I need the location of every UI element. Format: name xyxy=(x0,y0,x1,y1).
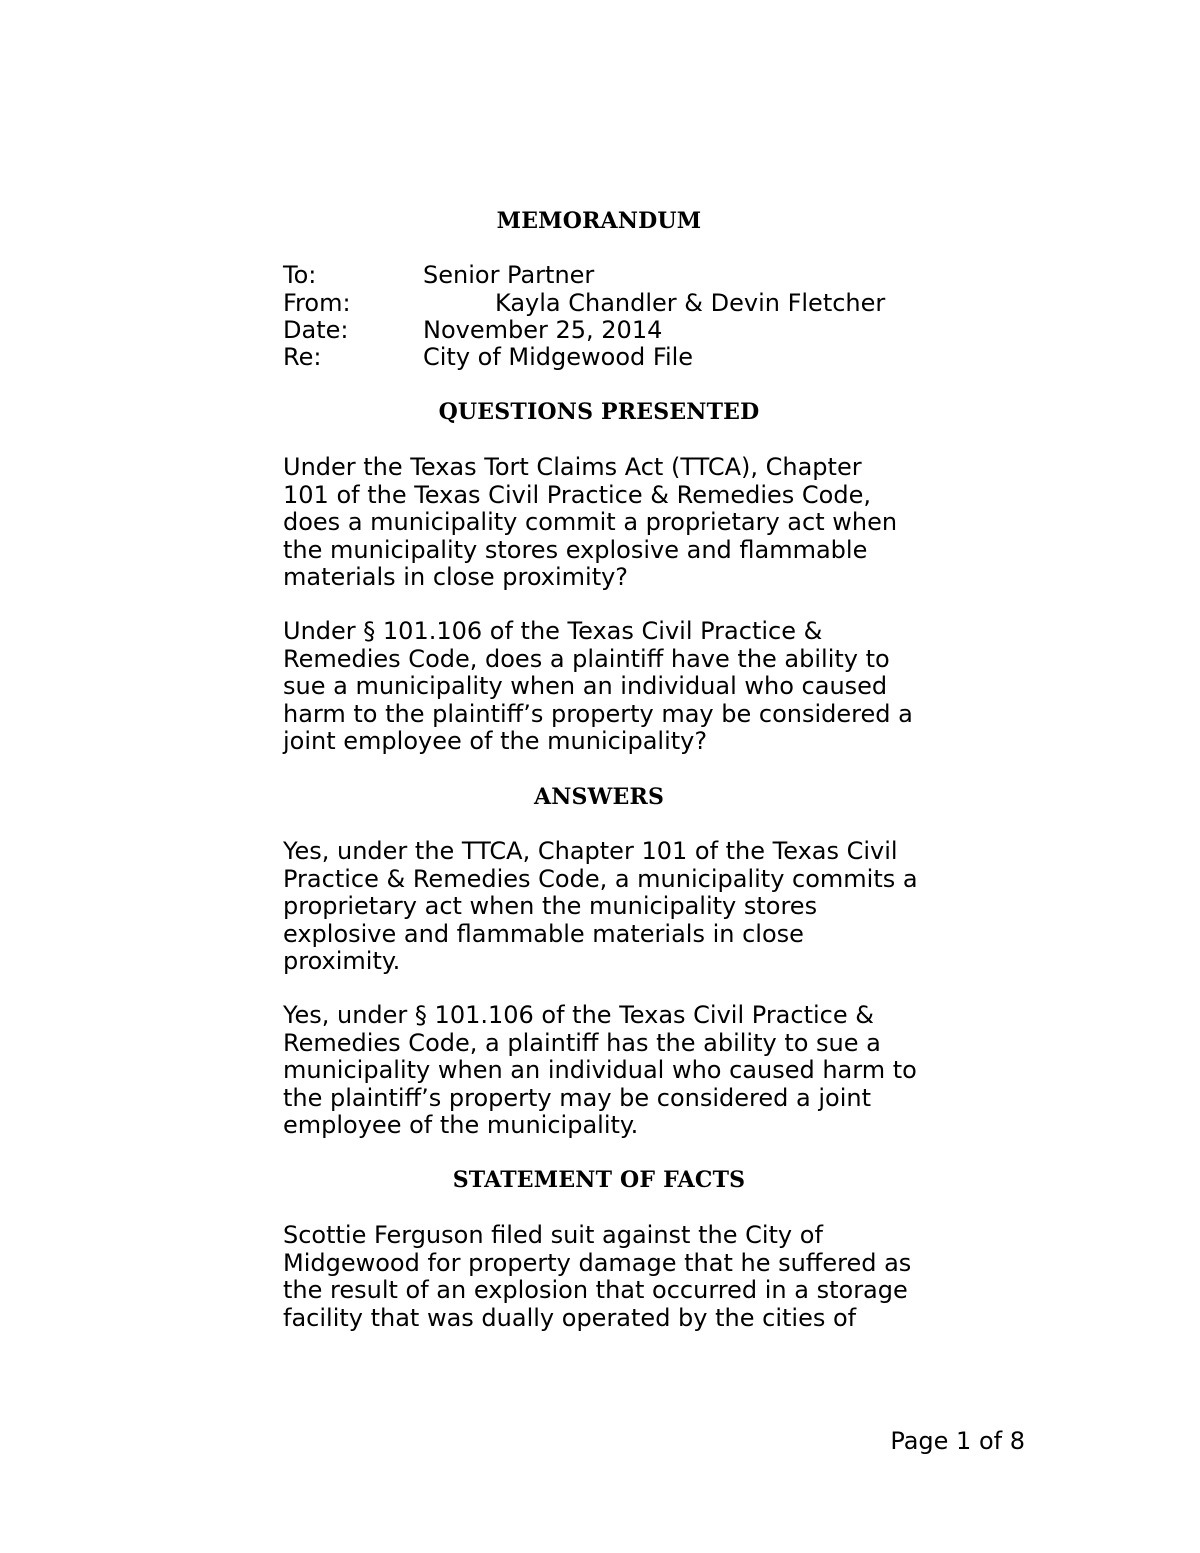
paragraph-line: joint employee of the municipality? xyxy=(283,727,708,755)
paragraph-line: facility that was dually operated by the cities of xyxy=(283,1303,857,1332)
header-to-value: Senior Partner xyxy=(423,261,595,289)
paragraph-line: the plaintiff’s property may be considered a joint xyxy=(283,1083,871,1112)
header-re-value: City of Midgewood File xyxy=(423,343,694,371)
paragraph-line: Under the Texas Tort Claims Act (TTCA), Chapter xyxy=(283,453,862,481)
paragraph-line: Remedies Code, a plaintiff has the ability to sue a xyxy=(283,1028,881,1057)
paragraph-line: proprietary act when the municipality stores xyxy=(283,892,818,920)
paragraph-line: 101 of the Texas Civil Practice & Remedies Code, xyxy=(283,480,871,509)
paragraph-line: Scottie Ferguson filed suit against the City of xyxy=(283,1221,823,1249)
memo-title: MEMORANDUM xyxy=(496,208,702,234)
answer-1-paragraph xyxy=(283,838,923,976)
paragraph-line: harm to the plaintiff’s property may be considered a xyxy=(283,699,913,728)
paragraph-line: Practice & Remedies Code, a municipality commits a xyxy=(283,864,918,893)
header-from-row xyxy=(283,290,923,317)
question-2-paragraph xyxy=(283,618,923,756)
answer-2-paragraph xyxy=(283,1002,923,1140)
paragraph-line: Midgewood for property damage that he suffered as xyxy=(283,1248,912,1277)
facts-heading: STATEMENT OF FACTS xyxy=(452,1167,746,1193)
header-date-row xyxy=(283,317,923,344)
paragraph-line: materials in close proximity? xyxy=(283,563,629,591)
questions-heading: QUESTIONS PRESENTED xyxy=(438,399,760,425)
paragraph-line: Yes, under the TTCA, Chapter 101 of the Texas Civil xyxy=(283,837,898,865)
paragraph-line: sue a municipality when an individual who caused xyxy=(283,672,888,700)
header-date-value: November 25, 2014 xyxy=(423,316,663,344)
paragraph-line: explosive and flammable materials in close xyxy=(283,919,804,948)
paragraph-line: Under § 101.106 of the Texas Civil Practice & xyxy=(283,617,823,645)
paragraph-line: Remedies Code, does a plaintiff have the ability to xyxy=(283,644,890,673)
header-from-value: Kayla Chandler & Devin Fletcher xyxy=(495,289,886,317)
header-re-row xyxy=(283,344,923,371)
header-re-label: Re: xyxy=(283,343,322,371)
answers-heading: ANSWERS xyxy=(533,784,665,810)
paragraph-line: proximity. xyxy=(283,947,401,975)
paragraph-line: the municipality stores explosive and flammable xyxy=(283,535,868,564)
header-date-label: Date: xyxy=(283,316,349,344)
facts-paragraph xyxy=(283,1222,923,1332)
paragraph-line: the result of an explosion that occurred in a storage xyxy=(283,1276,908,1304)
paragraph-line: municipality when an individual who caused harm to xyxy=(283,1056,917,1084)
question-1-paragraph xyxy=(283,454,923,592)
paragraph-line: employee of the municipality. xyxy=(283,1111,639,1139)
paragraph-line: Yes, under § 101.106 of the Texas Civil Practice & xyxy=(283,1001,874,1029)
header-from-label: From: xyxy=(283,289,351,317)
header-to-row xyxy=(283,262,923,289)
paragraph-line: does a municipality commit a proprietary act when xyxy=(283,508,898,536)
page-number: Page 1 of 8 xyxy=(890,1427,1025,1455)
header-to-label: To: xyxy=(283,261,317,289)
